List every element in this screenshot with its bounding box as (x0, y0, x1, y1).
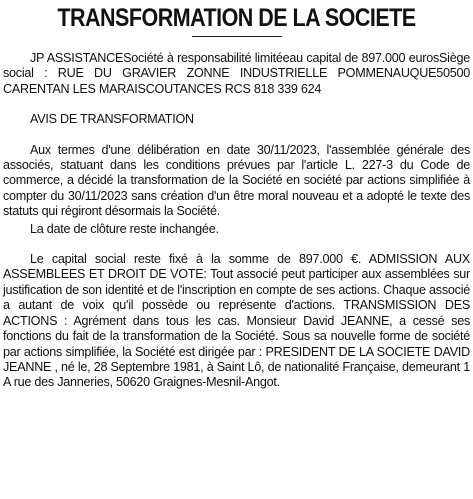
closing-date-paragraph: La date de clôture reste inchangée. (30, 221, 219, 236)
title-underline (192, 36, 282, 37)
capital-and-governance-paragraph: Le capital social reste fixé à la somme de 897.000 €. ADMISSION AUX ASSEMBLEES ET DROIT DE VOTE: Tout associé peut participer aux assemblées sur justification de son identité et de l'inscription en compte de ses actions. Chaque associé a autant de voix qu'il possède ou représente d'actions. TRANSMISSION DES ACTIONS : Agrément dans tous les cas. Monsieur David JEANNE, a cessé ses fonctions du fait de la transformation de la Société. Sous sa nouvelle forme de société par actions simplifiée, la Société est dirigée par : PRESIDENT DE LA SOCIETE DAVID JEANNE , né le, 28 Septembre 1981, à Saint Lô, de nationalité Française, demeurant 1 A rue des Janneries, 50620 Graignes-Mesnil-Angot. (3, 252, 470, 390)
notice-title: TRANSFORMATION DE LA SOCIETE (57, 4, 416, 32)
legal-notice (3, 3, 470, 391)
transformation-decision-paragraph: Aux termes d'une délibération en date 30/11/2023, l'assemblée générale des associés, statuant dans les conditions prévues par l'article L. 227-3 du Code de commerce, a décidé la transformation de la Société en société par actions simplifiée à compter du 30/11/2023 sans création d'un être moral nouveau et a adopté le texte des statuts qui régiront désormais la Société. (3, 142, 470, 219)
notice-type-heading: AVIS DE TRANSFORMATION (30, 112, 194, 127)
notice-body (3, 51, 470, 391)
company-identification-paragraph: JP ASSISTANCESociété à responsabilité limitéeau capital de 897.000 eurosSiège social : RUE DU GRAVIER ZONNE INDUSTRIELLE POMMENAUQUE50500 CARENTAN LES MARAISCOUTANCES RCS 818 339 624 (3, 51, 470, 96)
